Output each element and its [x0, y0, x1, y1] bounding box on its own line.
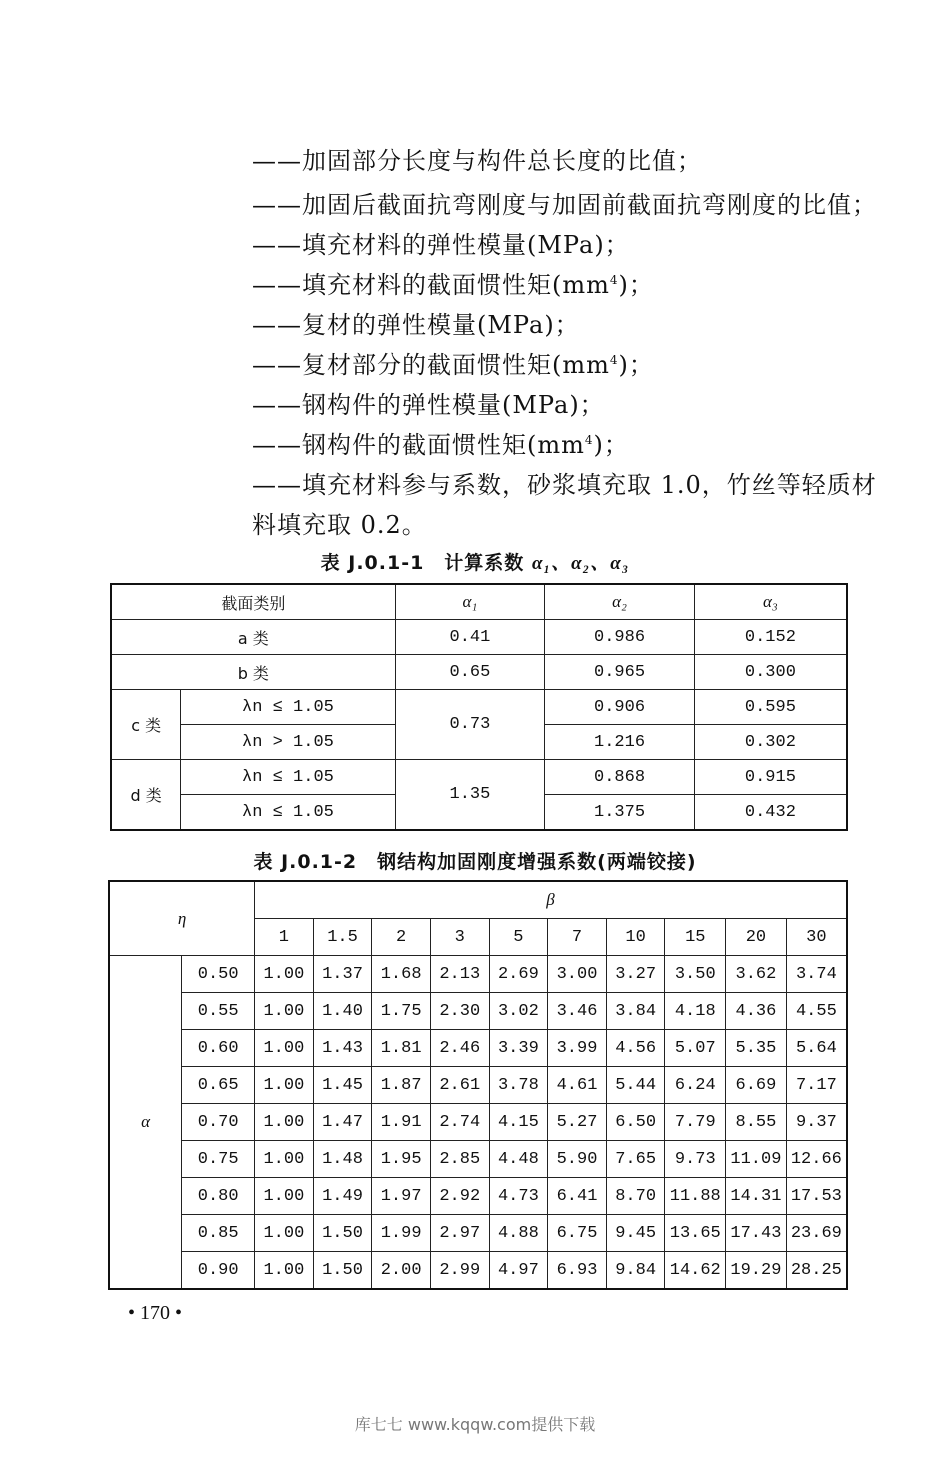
- condition-cell: λn > 1.05: [181, 725, 395, 760]
- header-cell: α₁: [395, 584, 545, 620]
- table-cell: 1.48: [313, 1141, 372, 1178]
- table-cell: 3.46: [548, 993, 607, 1030]
- table-cell: 4.36: [726, 993, 787, 1030]
- definition-text: ——填充材料参与系数，砂浆填充取 1.0，竹丝等轻质材: [252, 470, 877, 499]
- table-cell: 4.48: [489, 1141, 548, 1178]
- table-row: [111, 690, 847, 725]
- table-row: [109, 1215, 847, 1252]
- table-cell: 0.868: [545, 760, 695, 795]
- table-cell: 9.37: [786, 1104, 847, 1141]
- table-cell: 1.00: [255, 1141, 314, 1178]
- table-cell: 23.69: [786, 1215, 847, 1252]
- definition-text: ——复材部分的截面惯性矩$(mm^4)$；: [252, 350, 654, 379]
- beta-value: 7: [548, 919, 607, 956]
- category-cell: a 类: [111, 620, 395, 655]
- beta-header: β: [255, 881, 847, 919]
- alpha-value: 0.70: [182, 1104, 255, 1141]
- alpha-value: 0.65: [182, 1067, 255, 1104]
- definition-text: ——钢构件的截面惯性矩$(mm^4)$；: [252, 430, 629, 459]
- condition-cell: λn ≤ 1.05: [181, 690, 395, 725]
- table-row: [109, 1030, 847, 1067]
- table-cell: 11.88: [665, 1178, 726, 1215]
- definition-text: ——加固后截面抗弯刚度与加固前截面抗弯刚度的比值；: [252, 190, 877, 219]
- table-cell: 2.99: [430, 1252, 489, 1290]
- table-cell: 3.00: [548, 956, 607, 993]
- table-cell: 1.35: [395, 760, 545, 831]
- table-cell: 2.00: [372, 1252, 431, 1290]
- category-cell: d 类: [111, 760, 181, 831]
- table-cell: 2.92: [430, 1178, 489, 1215]
- table-cell: 1.00: [255, 1030, 314, 1067]
- table-cell: 1.37: [313, 956, 372, 993]
- table-cell: 9.84: [606, 1252, 665, 1290]
- table-row: [109, 956, 847, 993]
- page-number: • 170 •: [128, 1302, 183, 1324]
- table-cell: 1.91: [372, 1104, 431, 1141]
- table-cell: 0.65: [395, 655, 545, 690]
- table-cell: 14.62: [665, 1252, 726, 1290]
- table-row: [111, 620, 847, 655]
- table-cell: 3.78: [489, 1067, 548, 1104]
- table-cell: 0.300: [694, 655, 847, 690]
- table-cell: 5.64: [786, 1030, 847, 1067]
- alpha-value: 0.60: [182, 1030, 255, 1067]
- table-cell: 17.43: [726, 1215, 787, 1252]
- beta-value: 20: [726, 919, 787, 956]
- table1-caption: [0, 548, 950, 575]
- table-cell: 1.68: [372, 956, 431, 993]
- table-cell: 0.302: [694, 725, 847, 760]
- table-cell: 4.61: [548, 1067, 607, 1104]
- definition-text: ——加固部分长度与构件总长度的比值；: [252, 146, 702, 175]
- table-cell: 6.24: [665, 1067, 726, 1104]
- table-cell: 5.27: [548, 1104, 607, 1141]
- table-row: [109, 993, 847, 1030]
- alpha-value: 0.85: [182, 1215, 255, 1252]
- table-cell: 0.965: [545, 655, 695, 690]
- table-cell: 3.27: [606, 956, 665, 993]
- table-cell: 6.69: [726, 1067, 787, 1104]
- table-cell: 13.65: [665, 1215, 726, 1252]
- alpha-value: 0.75: [182, 1141, 255, 1178]
- beta-value: 1: [255, 919, 314, 956]
- table-cell: 6.93: [548, 1252, 607, 1290]
- table-cell: 14.31: [726, 1178, 787, 1215]
- table-row: [109, 1067, 847, 1104]
- table-cell: 5.90: [548, 1141, 607, 1178]
- header-cell: α₂: [545, 584, 695, 620]
- table-row: [109, 1178, 847, 1215]
- alpha-value: 0.50: [182, 956, 255, 993]
- table-cell: 8.70: [606, 1178, 665, 1215]
- table-cell: 2.61: [430, 1067, 489, 1104]
- table-cell: 0.915: [694, 760, 847, 795]
- beta-value: 5: [489, 919, 548, 956]
- table-cell: 7.65: [606, 1141, 665, 1178]
- table-cell: 3.99: [548, 1030, 607, 1067]
- table-cell: 2.69: [489, 956, 548, 993]
- beta-value: 30: [786, 919, 847, 956]
- beta-value: 3: [430, 919, 489, 956]
- table-cell: 0.73: [395, 690, 545, 760]
- table-cell: 4.97: [489, 1252, 548, 1290]
- table-cell: 1.00: [255, 1104, 314, 1141]
- table-cell: 0.152: [694, 620, 847, 655]
- table-cell: 6.50: [606, 1104, 665, 1141]
- table-cell: 1.375: [545, 795, 695, 831]
- table-cell: 1.99: [372, 1215, 431, 1252]
- table-cell: 3.62: [726, 956, 787, 993]
- stiffness-table: [108, 880, 848, 1290]
- table-cell: 1.95: [372, 1141, 431, 1178]
- table-cell: 0.906: [545, 690, 695, 725]
- table-cell: 1.00: [255, 1067, 314, 1104]
- table-cell: 3.74: [786, 956, 847, 993]
- table-row: [109, 1104, 847, 1141]
- table-cell: 5.07: [665, 1030, 726, 1067]
- condition-cell: λn ≤ 1.05: [181, 760, 395, 795]
- category-cell: c 类: [111, 690, 181, 760]
- table-cell: 19.29: [726, 1252, 787, 1290]
- table-row: [111, 655, 847, 690]
- table-header-row: [111, 584, 847, 620]
- table-cell: 2.97: [430, 1215, 489, 1252]
- table-cell: 2.85: [430, 1141, 489, 1178]
- eta-header: η: [109, 881, 255, 956]
- table-cell: 2.46: [430, 1030, 489, 1067]
- table-cell: 1.00: [255, 993, 314, 1030]
- table-cell: 5.44: [606, 1067, 665, 1104]
- table-cell: 4.18: [665, 993, 726, 1030]
- table-cell: 0.41: [395, 620, 545, 655]
- table-cell: 3.39: [489, 1030, 548, 1067]
- table-cell: 3.02: [489, 993, 548, 1030]
- coefficient-table: [110, 583, 848, 831]
- table-cell: 11.09: [726, 1141, 787, 1178]
- definition-text: ——填充材料的弹性模量(MPa)；: [252, 230, 630, 259]
- condition-cell: λn ≤ 1.05: [181, 795, 395, 831]
- alpha-label: α: [109, 956, 182, 1290]
- beta-value: 10: [606, 919, 665, 956]
- table-cell: 1.40: [313, 993, 372, 1030]
- table-cell: 1.97: [372, 1178, 431, 1215]
- stiffness-table-body: [109, 956, 847, 1290]
- table-cell: 6.75: [548, 1215, 607, 1252]
- table-cell: 6.41: [548, 1178, 607, 1215]
- table-cell: 1.00: [255, 1252, 314, 1290]
- table1-caption-symbols: α₁、α₂、α₃: [531, 553, 630, 574]
- table-cell: 0.432: [694, 795, 847, 831]
- table-cell: 9.45: [606, 1215, 665, 1252]
- beta-value: 1.5: [313, 919, 372, 956]
- category-cell: b 类: [111, 655, 395, 690]
- watermark: 库七七 www.kqqw.com提供下载: [354, 1415, 596, 1434]
- alpha-value: 0.80: [182, 1178, 255, 1215]
- table-cell: 1.43: [313, 1030, 372, 1067]
- definition-text: ——填充材料的截面惯性矩$(mm^4)$；: [252, 270, 654, 299]
- table-cell: 4.15: [489, 1104, 548, 1141]
- table-row: [109, 1252, 847, 1290]
- table-cell: 1.45: [313, 1067, 372, 1104]
- table-cell: 1.50: [313, 1252, 372, 1290]
- table-cell: 8.55: [726, 1104, 787, 1141]
- definition-text: ——复材的弹性模量(MPa)；: [252, 310, 580, 339]
- table-cell: 7.17: [786, 1067, 847, 1104]
- table-cell: 9.73: [665, 1141, 726, 1178]
- table-cell: 17.53: [786, 1178, 847, 1215]
- alpha-value: 0.90: [182, 1252, 255, 1290]
- table-cell: 4.55: [786, 993, 847, 1030]
- table-row: [111, 760, 847, 795]
- table-cell: 12.66: [786, 1141, 847, 1178]
- table2-caption: 表 J.0.1-2 钢结构加固刚度增强系数(两端铰接): [253, 851, 697, 873]
- table-cell: 4.88: [489, 1215, 548, 1252]
- table-cell: 2.13: [430, 956, 489, 993]
- table-cell: 3.50: [665, 956, 726, 993]
- header-cell: α₃: [694, 584, 847, 620]
- table-cell: 1.47: [313, 1104, 372, 1141]
- table-cell: 1.00: [255, 956, 314, 993]
- table-cell: 28.25: [786, 1252, 847, 1290]
- definition-continuation-text: 料填充取 0.2。: [252, 510, 427, 539]
- table-cell: 1.00: [255, 1215, 314, 1252]
- table-cell: 1.87: [372, 1067, 431, 1104]
- table-cell: 0.986: [545, 620, 695, 655]
- table-cell: 1.81: [372, 1030, 431, 1067]
- table-cell: 3.84: [606, 993, 665, 1030]
- table-cell: 1.75: [372, 993, 431, 1030]
- table-row: [109, 1141, 847, 1178]
- table1-caption-text: 表 J.0.1-1 计算系数: [320, 552, 525, 574]
- definition-text: ——钢构件的弹性模量(MPa)；: [252, 390, 605, 419]
- table-header-row: [109, 881, 847, 919]
- table-cell: 0.595: [694, 690, 847, 725]
- table-cell: 4.73: [489, 1178, 548, 1215]
- table-cell: 1.50: [313, 1215, 372, 1252]
- table-cell: 2.30: [430, 993, 489, 1030]
- table-cell: 4.56: [606, 1030, 665, 1067]
- table-cell: 1.00: [255, 1178, 314, 1215]
- table-cell: 7.79: [665, 1104, 726, 1141]
- beta-value: 15: [665, 919, 726, 956]
- table-cell: 1.49: [313, 1178, 372, 1215]
- table-cell: 2.74: [430, 1104, 489, 1141]
- beta-value: 2: [372, 919, 431, 956]
- table-cell: 5.35: [726, 1030, 787, 1067]
- alpha-value: 0.55: [182, 993, 255, 1030]
- table-cell: 1.216: [545, 725, 695, 760]
- header-cell: 截面类别: [111, 584, 395, 620]
